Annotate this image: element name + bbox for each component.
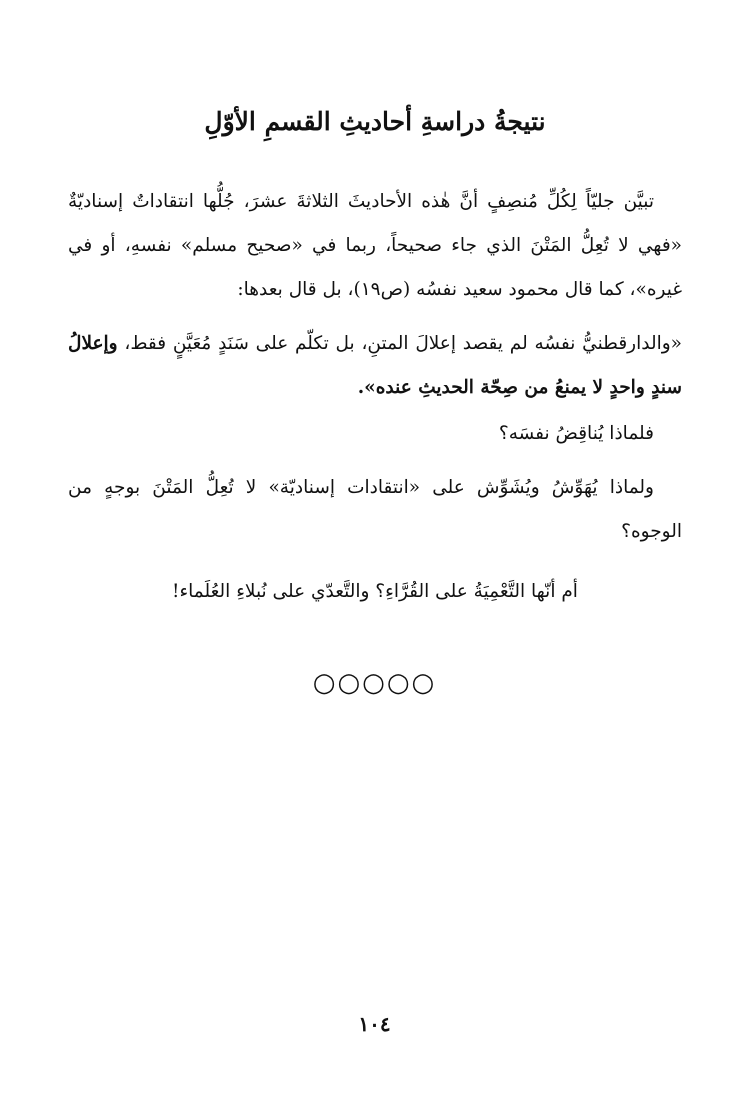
paragraph-question-1: فلماذا يُناقِضُ نفسَه؟ xyxy=(498,423,654,444)
page-number: ١٠٤ xyxy=(358,1012,391,1036)
spacer xyxy=(68,312,682,322)
section-ornament: ○○○○○ xyxy=(312,668,437,698)
spacer xyxy=(68,456,682,466)
quotation-text: «والدارقطنيُّ نفسُه لم يقصد إعلالَ المتنِ، بل تكلّم على سَنَدٍ مُعَيَّنٍ فقط، xyxy=(117,333,682,354)
paragraph-closing: أم أنّها التَّعْمِيَةُ على القُرَّاءِ؟ والتَّعدّي على نُبلاءِ العُلَماء! xyxy=(172,581,578,602)
spacer xyxy=(68,554,682,570)
paragraph-question-2: ولماذا يُهَوِّشُ ويُشَوِّش على «انتقادات إسناديّة» لا تُعِلُّ المَتْنَ بوجهٍ من الوجوه؟ xyxy=(68,477,682,542)
quotation xyxy=(68,322,682,410)
quotation-bold-text: وإعلالُ سندٍ واحدٍ لا يمنعُ من صِحّة الحديثِ عنده». xyxy=(68,333,682,398)
page-title: نتيجةُ دراسةِ أحاديثِ القسمِ الأوّلِ xyxy=(204,107,546,136)
page-body xyxy=(68,180,682,614)
paragraph-intro: تبيَّن جليّاً لِكُلِّ مُنصِفٍ أنَّ هٰذه الأحاديثَ الثلاثةَ عشرَ، جُلُّها انتقاداتٌ إسناديّةٌ «فهي لا تُعِلُّ المَتْنَ الذي جاء صحيحاً، ربما في «صحيح مسلم» نفسهِ، أو في غيره»، كما قال محمود سعيد نفسُه (ص١٩)، بل قال بعدها: xyxy=(68,191,682,300)
